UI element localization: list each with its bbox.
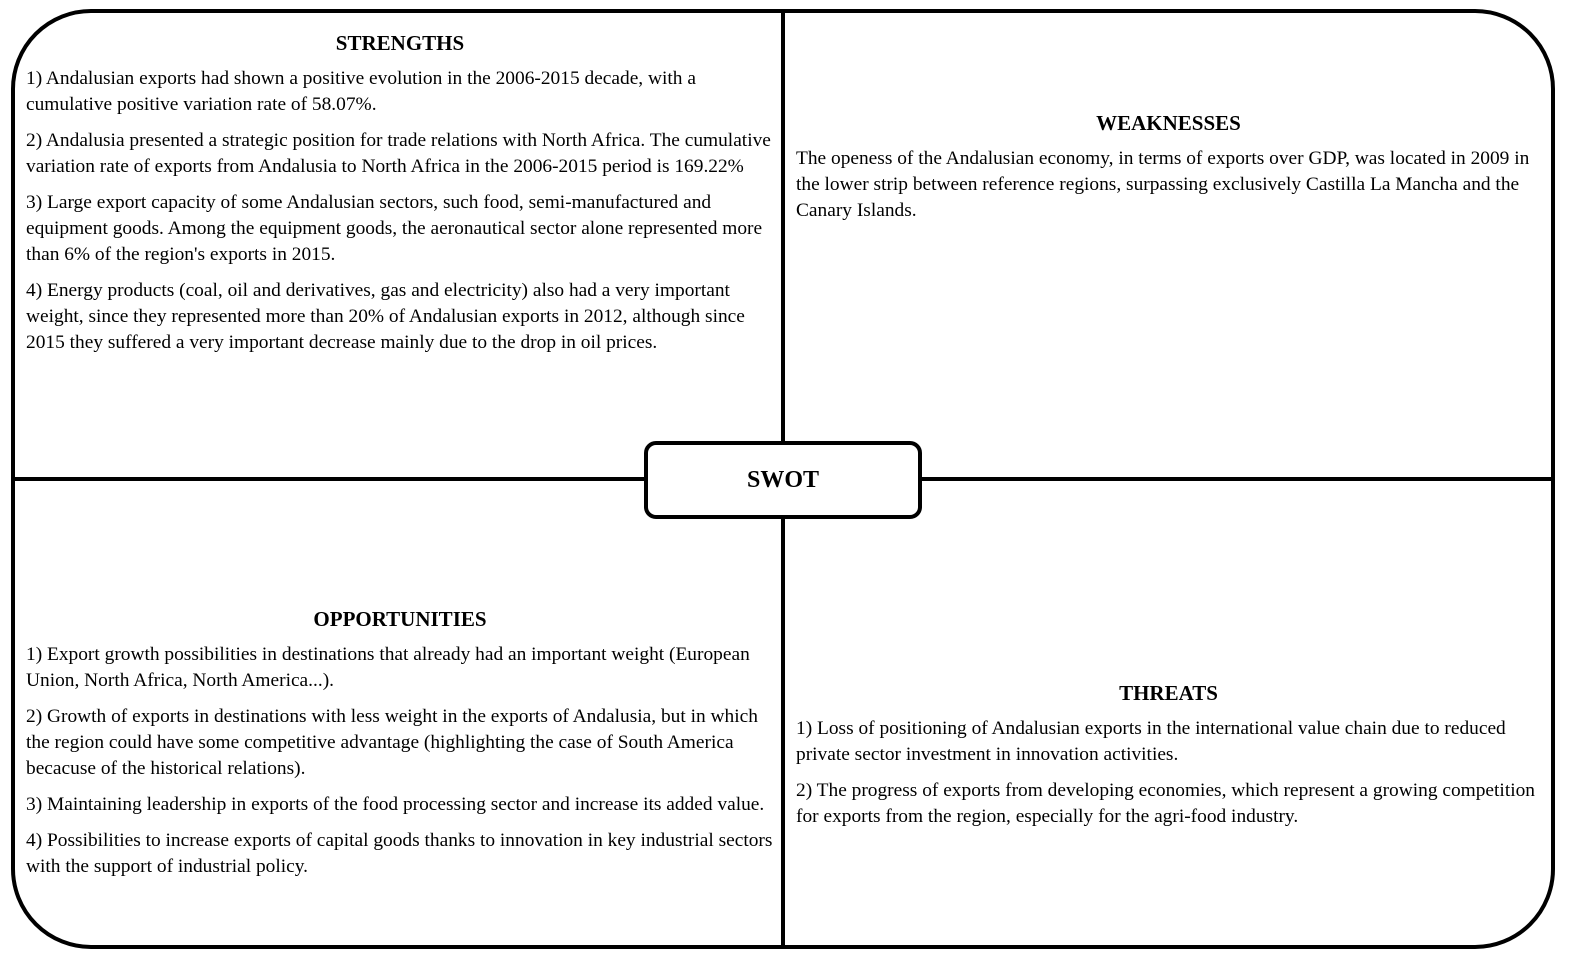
strengths-quadrant <box>26 30 774 366</box>
weaknesses-quadrant <box>796 110 1541 234</box>
threats-item: 1) Loss of positioning of Andalusian exports in the international value chain due to reduced private sector investment in innovation activities. <box>796 718 1506 765</box>
opportunities-title: OPPORTUNITIES <box>313 607 487 631</box>
swot-center-label: SWOT <box>644 441 922 519</box>
opportunities-item: 4) Possibilities to increase exports of capital goods thanks to innovation in key industrial sectors with the support of industrial policy. <box>26 830 773 877</box>
strengths-title: STRENGTHS <box>335 31 465 55</box>
threats-title: THREATS <box>1119 681 1218 705</box>
threats-item: 2) The progress of exports from developing economies, which represent a growing competition for exports from the region, especially for the agri-food industry. <box>796 780 1535 827</box>
opportunities-item: 2) Growth of exports in destinations with less weight in the exports of Andalusia, but in which the region could have some competitive advantage (highlighting the case of South America becacuse of the historical relations). <box>26 706 758 779</box>
weaknesses-title: WEAKNESSES <box>1096 111 1241 135</box>
strengths-item: 1) Andalusian exports had shown a positive evolution in the 2006-2015 decade, with a cumulative positive variation rate of 58.07%. <box>26 68 696 115</box>
threats-quadrant <box>796 680 1541 840</box>
opportunities-quadrant <box>26 606 774 890</box>
opportunities-item: 1) Export growth possibilities in destinations that already had an important weight (European Union, North Africa, North America...). <box>26 644 750 691</box>
strengths-item: 4) Energy products (coal, oil and derivatives, gas and electricity) also had a very important weight, since they represented more than 20% of Andalusian exports in 2012, although since 2015 they suffered a very important decrease mainly due to the drop in oil prices. <box>26 280 745 353</box>
strengths-item: 2) Andalusia presented a strategic position for trade relations with North Africa. The cumulative variation rate of exports from Andalusia to North Africa in the 2006-2015 period is 169.22% <box>26 130 771 177</box>
weaknesses-item: The openess of the Andalusian economy, in terms of exports over GDP, was located in 2009 in the lower strip between reference regions, surpassing exclusively Castilla La Mancha and the Canary Islands. <box>796 148 1530 221</box>
opportunities-item: 3) Maintaining leadership in exports of the food processing sector and increase its added value. <box>26 794 765 815</box>
strengths-item: 3) Large export capacity of some Andalusian sectors, such food, semi-manufactured and equipment goods. Among the equipment goods, the aeronautical sector alone represented more than 6% of the region's exports in 2015. <box>26 192 763 265</box>
